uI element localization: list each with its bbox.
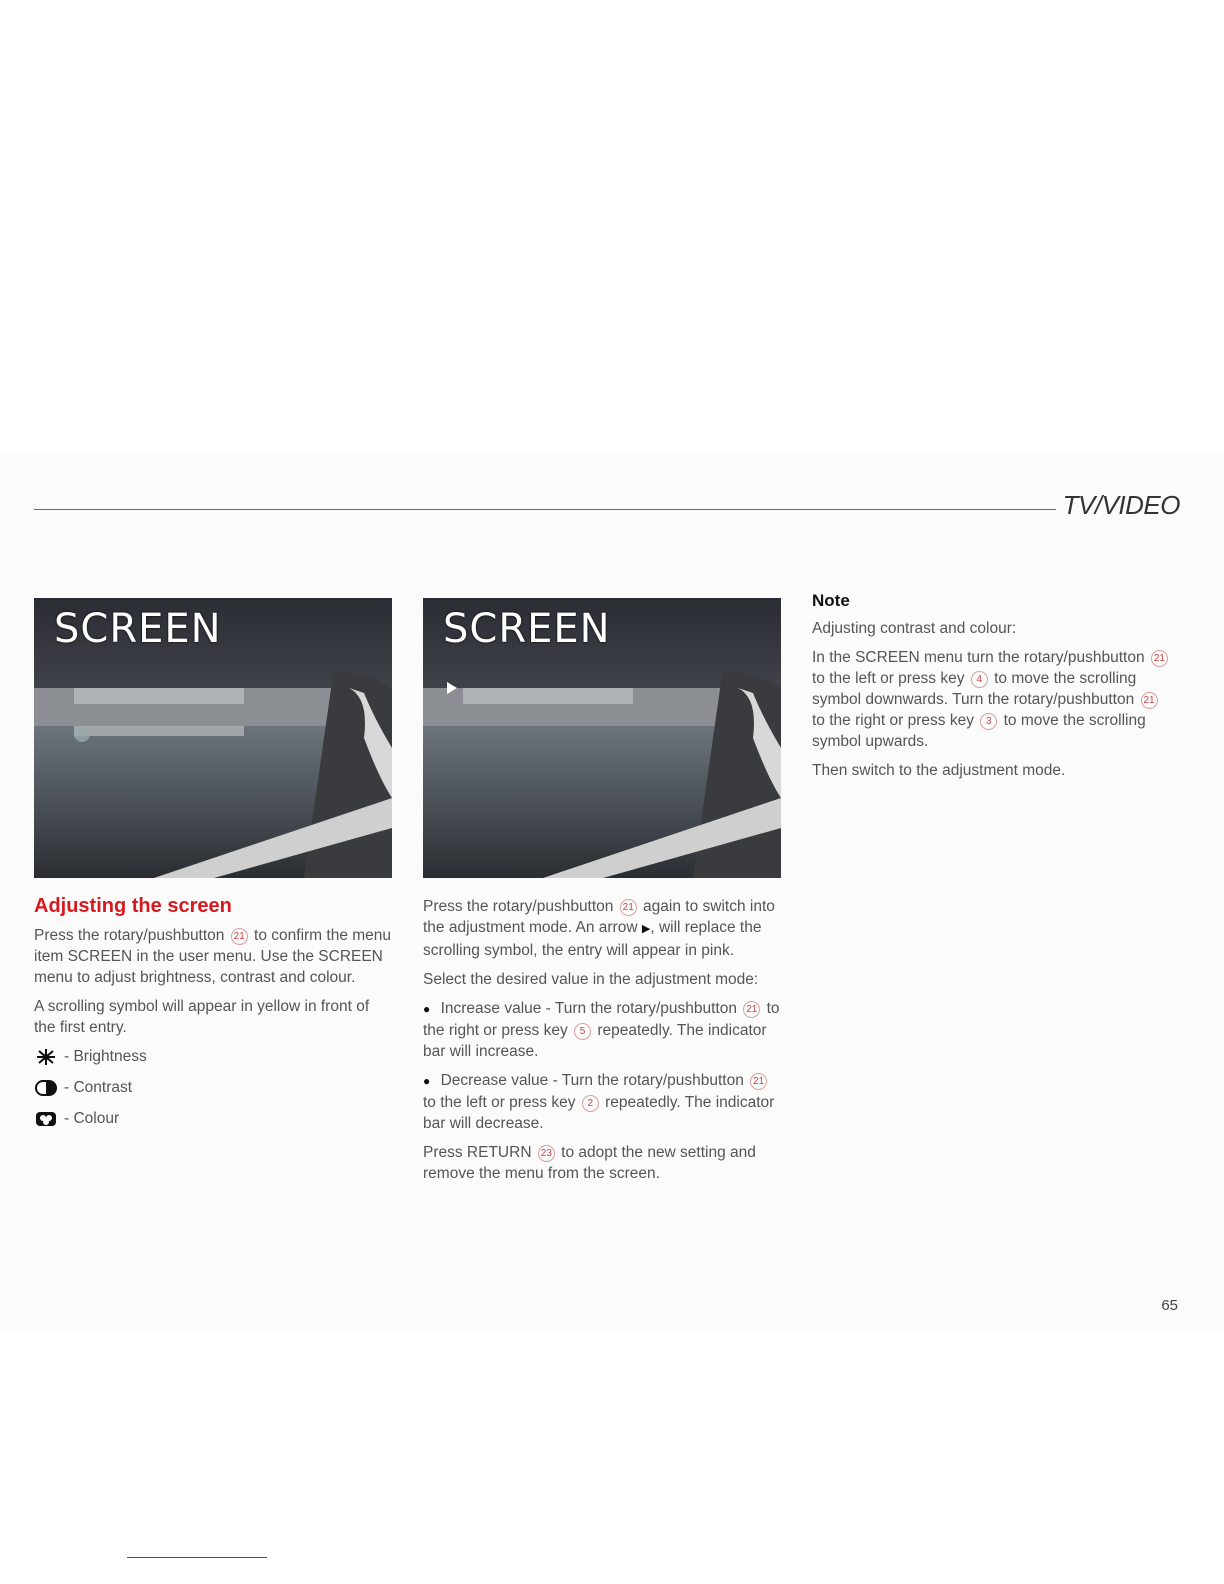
footer-rule [127,1557,267,1558]
left-column [34,893,394,1139]
text: to the right or press key [812,712,974,729]
text: , will replace the scrolling symbol, the entry will appear in pink. [423,919,762,959]
header-rule [34,509,1056,510]
photo-overlay-title: SCREEN [443,606,611,652]
control-number-badge: 2 [582,1095,599,1112]
text: to move the scrolling symbol downwards. Turn the rotary/pushbutton [812,670,1137,708]
bullet-icon: ● [423,1074,431,1088]
left-paragraph-2: A scrolling symbol will appear in yellow in front of the first entry. [34,998,370,1036]
control-number-badge: 4 [971,671,988,688]
legend-label: - Brightness [64,1048,147,1065]
text: to the left or press key [812,670,965,687]
arrow-icon: ▶ [641,923,651,935]
text: repeatedly. The indicator bar will decrease. [423,1094,775,1132]
text: to move the scrolling symbol upwards. [812,712,1146,750]
note-paragraph-1: Adjusting contrast and colour: [812,620,1017,637]
legend-label: - Colour [64,1110,120,1127]
text: Press the rotary/pushbutton [34,927,225,944]
text: In the SCREEN menu turn the rotary/pushbutton [812,649,1145,666]
text: Decrease value - Turn the rotary/pushbutton [440,1072,744,1089]
control-number-badge: 21 [743,1001,760,1018]
text: again to switch into the adjustment mode. An arrow [423,898,775,936]
left-paragraph-1 [34,925,394,988]
screen-menu-photo-1 [34,598,392,878]
control-number-badge: 21 [620,899,637,916]
bullet-decrease [423,1070,785,1134]
control-number-badge: 21 [231,928,248,945]
text: to adopt the new setting and remove the menu from the screen. [423,1144,756,1182]
text: to the right or press key [423,1000,780,1039]
bullet-increase [423,998,785,1062]
middle-paragraph-2: Select the desired value in the adjustment mode: [423,971,759,988]
contrast-icon [34,1078,64,1098]
brightness-icon [34,1047,64,1067]
photo-overlay-title: SCREEN [54,606,222,652]
note-paragraph-2 [812,647,1174,752]
control-number-badge: 21 [1141,692,1158,709]
section-title: TV/VIDEO [1062,490,1180,520]
control-number-badge: 5 [574,1023,591,1040]
note-heading: Note [812,591,850,610]
control-number-badge: 21 [750,1073,767,1090]
control-number-badge: 23 [538,1145,555,1162]
control-number-badge: 3 [980,713,997,730]
colour-icon [34,1109,64,1129]
bullet-icon: ● [423,1002,431,1016]
screen-menu-photo-2 [423,598,781,878]
legend-label: - Contrast [64,1079,133,1096]
text: repeatedly. The indicator bar will increase. [423,1022,767,1060]
middle-column [423,896,785,1192]
text: Press RETURN [423,1144,532,1161]
text: to the left or press key [423,1094,576,1111]
legend-item-colour [34,1108,394,1129]
page-number: 65 [1161,1297,1178,1314]
right-column [812,590,1174,789]
legend-item-contrast [34,1077,394,1098]
middle-paragraph-1 [423,896,785,961]
control-number-badge: 21 [1151,650,1168,667]
page-background [0,452,1224,1332]
middle-paragraph-3 [423,1142,785,1184]
text: Press the rotary/pushbutton [423,898,614,915]
legend-item-brightness [34,1046,394,1067]
text: to confirm the menu item SCREEN in the user menu. Use the SCREEN menu to adjust brightness, contrast and colour. [34,927,392,986]
section-heading: Adjusting the screen [34,895,232,917]
text: Increase value - Turn the rotary/pushbutton [440,1000,737,1017]
note-paragraph-3: Then switch to the adjustment mode. [812,762,1066,779]
